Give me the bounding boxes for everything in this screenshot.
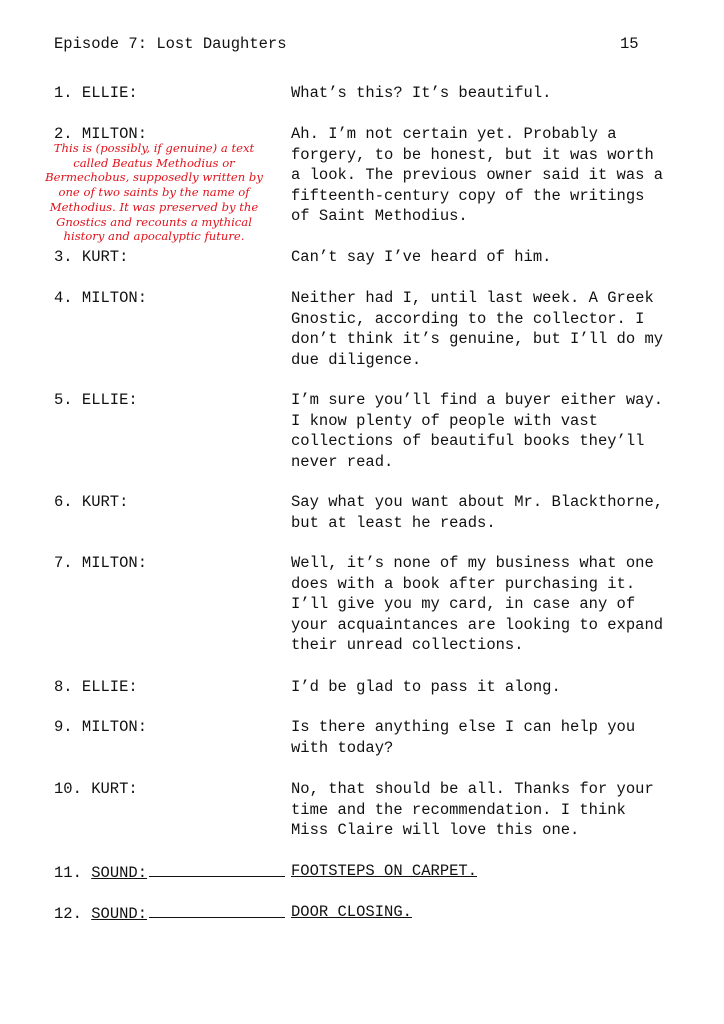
dialogue-text: No, that should be all. Thanks for your time and the recommendation. I think Miss Claire will love this one. — [291, 780, 654, 839]
annotation-line: history and apocalyptic future. — [63, 229, 245, 244]
cue-type: SOUND: — [91, 864, 148, 882]
dialogue-text: Neither had I, until last week. A Greek Gnostic, according to the collector. I don’t think it’s genuine, but I’ll do my due diligence. — [291, 289, 664, 369]
underline-rule — [149, 861, 285, 877]
dialogue-text: I’m sure you’ll find a buyer either way. I know plenty of people with vast collections of beautiful books they’ll never read. — [291, 391, 664, 471]
sound-cue-text: DOOR CLOSING. — [291, 903, 412, 921]
speaker-label: 6. KURT: — [54, 493, 129, 511]
speaker-label: 7. MILTON: — [54, 554, 148, 572]
speaker-label: 2. MILTON: — [54, 125, 148, 143]
sound-cue-text: FOOTSTEPS ON CARPET. — [291, 862, 478, 880]
speaker-label: 1. ELLIE: — [54, 84, 138, 102]
dialogue-text: I’d be glad to pass it along. — [291, 678, 561, 696]
speaker-label: 4. MILTON: — [54, 289, 148, 307]
speaker-label — [54, 902, 285, 925]
annotation-line: Gnostics and recounts a mythical — [56, 214, 252, 229]
cue-number: 12. — [54, 905, 82, 923]
speaker-label: 9. MILTON: — [54, 718, 148, 736]
dialogue-text: Well, it’s none of my business what one does with a book after purchasing it. I’ll give you my card, in case any of your acquaintances are looking to expand their unread collections. — [291, 554, 664, 654]
handwritten-annotation — [38, 141, 270, 244]
dialogue-text: Can’t say I’ve heard of him. — [291, 248, 552, 266]
dialogue-text: What’s this? It’s beautiful. — [291, 84, 552, 102]
annotation-line: This is (possibly, if genuine) a text — [53, 141, 255, 155]
cue-type: SOUND: — [91, 905, 148, 923]
page-number: 15 — [620, 35, 639, 53]
annotation-line: Bermechobus, supposedly written by — [45, 170, 263, 185]
dialogue-text: Say what you want about Mr. Blackthorne, but at least he reads. — [291, 493, 664, 532]
annotation-line: called Beatus Methodius or — [73, 155, 235, 170]
dialogue-text: Is there anything else I can help you with today? — [291, 718, 636, 757]
speaker-label: 10. KURT: — [54, 780, 138, 798]
annotation-line: one of two saints by the name of — [58, 185, 250, 200]
annotation-line: Methodius. It was preserved by the — [49, 199, 259, 214]
speaker-label: 8. ELLIE: — [54, 678, 138, 696]
underline-rule — [149, 902, 285, 918]
speaker-label — [54, 861, 285, 884]
speaker-label: 5. ELLIE: — [54, 391, 138, 409]
episode-title: Episode 7: Lost Daughters — [54, 35, 287, 53]
cue-number: 11. — [54, 864, 82, 882]
speaker-label: 3. KURT: — [54, 248, 129, 266]
dialogue-text: Ah. I’m not certain yet. Probably a forgery, to be honest, but it was worth a look. The previous owner said it was a fifteenth-century copy of the writings of Saint Methodius. — [291, 125, 664, 225]
